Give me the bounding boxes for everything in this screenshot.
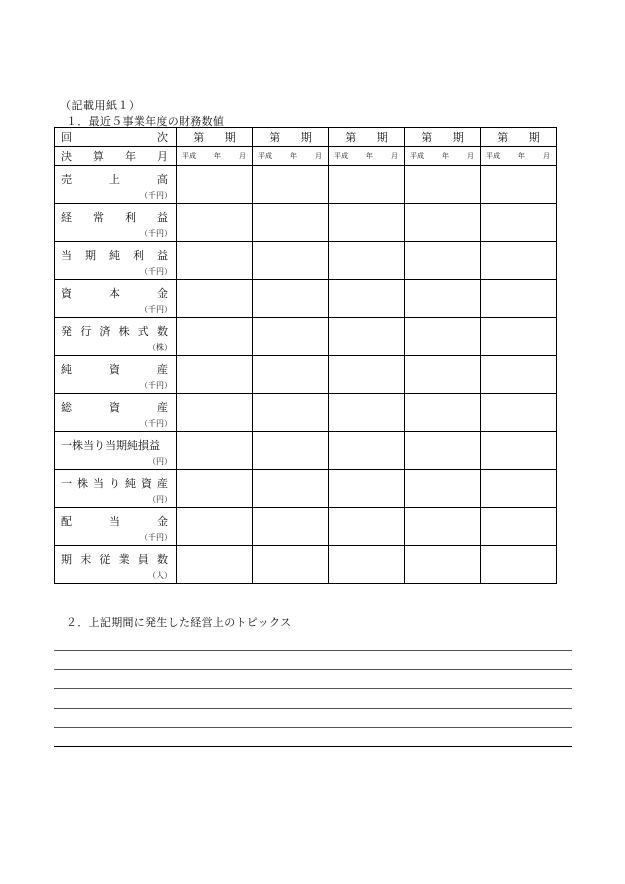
- table-row: [55, 394, 557, 432]
- label-char: 年: [442, 151, 449, 160]
- label-char: 算: [93, 150, 104, 163]
- data-entry-cell[interactable]: [405, 394, 481, 432]
- data-entry-cell[interactable]: [177, 394, 253, 432]
- item-name: [61, 361, 168, 377]
- table-row: [55, 204, 557, 242]
- data-entry-cell[interactable]: [177, 166, 253, 204]
- data-entry-cell[interactable]: [481, 204, 557, 242]
- data-entry-cell[interactable]: [177, 318, 253, 356]
- data-entry-cell[interactable]: [177, 356, 253, 394]
- table-row: [55, 546, 557, 584]
- label-char: り: [109, 477, 120, 490]
- table-row: [55, 432, 557, 470]
- label-char: 第: [193, 131, 205, 144]
- data-entry-cell[interactable]: [405, 470, 481, 508]
- label-char: 当: [61, 249, 72, 262]
- label-char: 第: [345, 131, 357, 144]
- label-char: 純: [125, 477, 136, 490]
- period-label: [329, 128, 404, 146]
- label-char: 産: [157, 401, 168, 414]
- label-char: 資: [141, 477, 152, 490]
- data-entry-cell[interactable]: [253, 318, 329, 356]
- label-char: 資: [109, 401, 120, 414]
- date-header-cell: [329, 147, 405, 166]
- item-name: [61, 323, 168, 339]
- label-char: 員: [137, 553, 149, 566]
- item-name: [61, 285, 168, 301]
- data-entry-cell[interactable]: [405, 432, 481, 470]
- data-entry-cell[interactable]: [405, 356, 481, 394]
- date-label: [253, 147, 328, 164]
- label-char: 益: [157, 249, 168, 262]
- label-char: 期: [376, 131, 388, 144]
- label-char: 発: [61, 325, 72, 338]
- data-entry-cell[interactable]: [481, 470, 557, 508]
- label-char: 第: [421, 131, 433, 144]
- item-unit: （円）: [148, 457, 172, 466]
- data-entry-cell[interactable]: [253, 394, 329, 432]
- table-row: [55, 356, 557, 394]
- item-label-cell: [55, 470, 177, 508]
- period-header-cell: [481, 128, 557, 147]
- label-char: 一: [61, 477, 72, 490]
- item-unit: （円）: [148, 495, 172, 504]
- label-char: 業: [118, 553, 130, 566]
- label-char: 平成: [182, 151, 196, 160]
- label-char: 回: [61, 131, 72, 144]
- data-entry-cell[interactable]: [253, 508, 329, 546]
- data-entry-cell[interactable]: [177, 242, 253, 280]
- label-char: 第: [497, 131, 509, 144]
- label-char: 株: [118, 325, 130, 338]
- date-label: [329, 147, 404, 164]
- item-name: [61, 513, 168, 529]
- item-name: [61, 399, 168, 415]
- item-unit: （千円）: [140, 267, 172, 276]
- label-char: 年: [366, 151, 373, 160]
- data-entry-cell[interactable]: [405, 242, 481, 280]
- data-entry-cell[interactable]: [481, 242, 557, 280]
- data-entry-cell[interactable]: [405, 508, 481, 546]
- label-char: 本: [109, 287, 120, 300]
- label-char: 従: [99, 553, 111, 566]
- date-label: [481, 147, 556, 164]
- data-entry-cell[interactable]: [481, 546, 557, 584]
- label-char: 金: [157, 515, 168, 528]
- period-header-cell: [329, 128, 405, 147]
- section1-title: １．最近５事業年度の財務数値: [66, 115, 225, 128]
- table-row: [55, 508, 557, 546]
- header-label-kessan: [55, 147, 176, 165]
- label-char: 一株当り当期純損益: [61, 439, 160, 452]
- data-entry-cell[interactable]: [329, 470, 405, 508]
- item-label-cell: [55, 356, 177, 394]
- item-unit: （千円）: [140, 419, 172, 428]
- data-entry-cell[interactable]: [405, 318, 481, 356]
- item-label-cell: [55, 166, 177, 204]
- section2-title: ２．上記期間に発生した経営上のトピックス: [66, 616, 292, 629]
- item-unit: （千円）: [140, 191, 172, 200]
- item-name: [61, 437, 168, 453]
- data-entry-cell[interactable]: [253, 280, 329, 318]
- label-char: 数: [156, 325, 168, 338]
- item-label-cell: [55, 280, 177, 318]
- label-char: 平成: [258, 151, 272, 160]
- data-entry-cell[interactable]: [253, 356, 329, 394]
- header-row-date: [55, 147, 557, 166]
- item-unit: （千円）: [140, 381, 172, 390]
- label-char: 次: [157, 131, 168, 144]
- date-label: [177, 147, 252, 164]
- label-char: 済: [99, 325, 111, 338]
- label-char: 高: [157, 173, 168, 186]
- form-label: （記載用紙１）: [60, 99, 141, 112]
- label-char: 平成: [410, 151, 424, 160]
- data-entry-cell[interactable]: [253, 166, 329, 204]
- item-label-cell: [55, 242, 177, 280]
- item-label-cell: [55, 318, 177, 356]
- header-row-period: [55, 128, 557, 147]
- data-entry-cell[interactable]: [329, 166, 405, 204]
- data-entry-cell[interactable]: [481, 394, 557, 432]
- data-entry-cell[interactable]: [481, 166, 557, 204]
- table-row: [55, 318, 557, 356]
- topics-line[interactable]: [54, 650, 572, 651]
- date-header-cell: [405, 147, 481, 166]
- label-char: 平成: [334, 151, 348, 160]
- label-char: 純: [61, 363, 72, 376]
- label-char: 月: [391, 151, 398, 160]
- data-entry-cell[interactable]: [177, 508, 253, 546]
- label-char: 当: [93, 477, 104, 490]
- label-char: 年: [125, 150, 136, 163]
- date-label: [405, 147, 480, 164]
- label-char: 月: [315, 151, 322, 160]
- topics-line[interactable]: [54, 669, 572, 670]
- data-entry-cell[interactable]: [177, 470, 253, 508]
- item-name: [61, 247, 168, 263]
- label-char: 資: [61, 287, 72, 300]
- label-char: 益: [157, 211, 168, 224]
- label-char: 期: [224, 131, 236, 144]
- label-char: 常: [93, 211, 104, 224]
- data-entry-cell[interactable]: [405, 204, 481, 242]
- item-unit: （株）: [148, 343, 172, 352]
- label-char: 期: [300, 131, 312, 144]
- data-entry-cell[interactable]: [405, 546, 481, 584]
- label-char: 経: [61, 211, 72, 224]
- label-char: 株: [77, 477, 88, 490]
- item-unit: （人）: [148, 571, 172, 580]
- table-row: [55, 242, 557, 280]
- data-entry-cell[interactable]: [253, 204, 329, 242]
- data-entry-cell[interactable]: [405, 166, 481, 204]
- label-char: 年: [214, 151, 221, 160]
- label-char: 年: [518, 151, 525, 160]
- data-entry-cell[interactable]: [329, 432, 405, 470]
- data-entry-cell[interactable]: [481, 432, 557, 470]
- label-char: 金: [157, 287, 168, 300]
- label-char: 平成: [486, 151, 500, 160]
- label-char: 期: [85, 249, 96, 262]
- item-unit: （千円）: [140, 229, 172, 238]
- item-label-cell: [55, 508, 177, 546]
- label-char: 第: [269, 131, 281, 144]
- label-char: 期: [452, 131, 464, 144]
- table-row: [55, 470, 557, 508]
- financial-table: [54, 127, 557, 584]
- data-entry-cell[interactable]: [329, 242, 405, 280]
- item-name: [61, 209, 168, 225]
- label-char: 数: [156, 553, 168, 566]
- item-label-cell: [55, 204, 177, 242]
- data-entry-cell[interactable]: [329, 394, 405, 432]
- label-char: 産: [157, 477, 168, 490]
- topics-line[interactable]: [54, 708, 572, 709]
- data-entry-cell[interactable]: [481, 318, 557, 356]
- item-unit: （千円）: [140, 305, 172, 314]
- date-header-cell: [253, 147, 329, 166]
- period-label: [405, 128, 480, 146]
- item-name: [61, 475, 168, 491]
- date-header-cell: [481, 147, 557, 166]
- table-row: [55, 280, 557, 318]
- data-entry-cell[interactable]: [253, 242, 329, 280]
- item-label-cell: [55, 432, 177, 470]
- label-char: 期: [528, 131, 540, 144]
- item-name: [61, 171, 168, 187]
- period-header-cell: [177, 128, 253, 147]
- label-char: 総: [61, 401, 72, 414]
- data-entry-cell[interactable]: [481, 280, 557, 318]
- data-entry-cell[interactable]: [253, 470, 329, 508]
- data-entry-cell[interactable]: [329, 356, 405, 394]
- data-entry-cell[interactable]: [329, 318, 405, 356]
- label-char: 月: [157, 150, 168, 163]
- label-char: 決: [61, 150, 72, 163]
- period-label: [481, 128, 556, 146]
- period-label: [253, 128, 328, 146]
- period-header-cell: [405, 128, 481, 147]
- topics-line[interactable]: [54, 727, 572, 728]
- item-unit: （千円）: [140, 533, 172, 542]
- data-entry-cell[interactable]: [329, 280, 405, 318]
- data-entry-cell[interactable]: [253, 432, 329, 470]
- data-entry-cell[interactable]: [481, 356, 557, 394]
- label-char: 配: [61, 515, 72, 528]
- label-char: 当: [109, 515, 120, 528]
- data-entry-cell[interactable]: [329, 546, 405, 584]
- data-entry-cell[interactable]: [405, 280, 481, 318]
- label-char: 売: [61, 173, 72, 186]
- label-char: 月: [543, 151, 550, 160]
- label-char: 利: [125, 211, 136, 224]
- label-char: 期: [61, 553, 72, 566]
- data-entry-cell[interactable]: [177, 280, 253, 318]
- topics-line[interactable]: [54, 688, 572, 689]
- date-header-cell: [177, 147, 253, 166]
- label-char: 式: [137, 325, 149, 338]
- data-entry-cell[interactable]: [329, 508, 405, 546]
- label-char: 月: [239, 151, 246, 160]
- data-entry-cell[interactable]: [329, 204, 405, 242]
- header-label-cell: [55, 128, 177, 147]
- item-label-cell: [55, 546, 177, 584]
- label-char: 利: [133, 249, 144, 262]
- data-entry-cell[interactable]: [177, 432, 253, 470]
- item-label-cell: [55, 394, 177, 432]
- label-char: 末: [80, 553, 92, 566]
- table-row: [55, 166, 557, 204]
- label-char: 純: [109, 249, 120, 262]
- item-name: [61, 551, 168, 567]
- period-header-cell: [253, 128, 329, 147]
- label-char: 資: [109, 363, 120, 376]
- period-label: [177, 128, 252, 146]
- label-char: 産: [157, 363, 168, 376]
- data-entry-cell[interactable]: [253, 546, 329, 584]
- topics-line[interactable]: [54, 746, 572, 747]
- label-char: 上: [109, 173, 120, 186]
- label-char: 月: [467, 151, 474, 160]
- data-entry-cell[interactable]: [481, 508, 557, 546]
- header-label-cell: [55, 147, 177, 166]
- data-entry-cell[interactable]: [177, 546, 253, 584]
- label-char: 年: [290, 151, 297, 160]
- label-char: 行: [80, 325, 92, 338]
- header-label-kaiji: [55, 128, 176, 146]
- data-entry-cell[interactable]: [177, 204, 253, 242]
